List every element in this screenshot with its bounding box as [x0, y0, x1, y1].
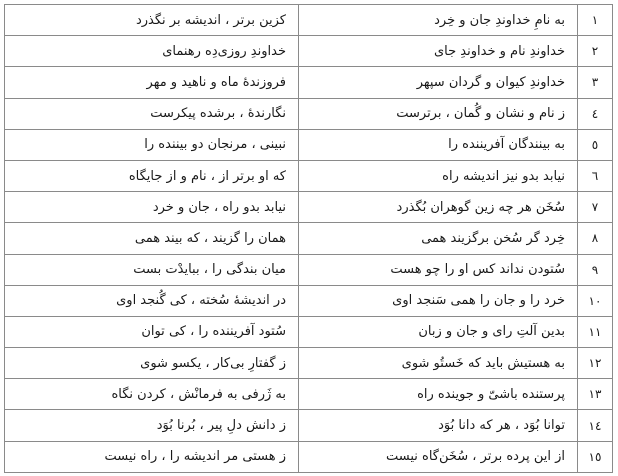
- verse-row: [5, 410, 613, 441]
- first-hemistich: از این پرده برتر ، سُخَن‌گاه نیست: [299, 441, 578, 472]
- first-hemistich: نیابد بدو نیز اندیشه راه: [299, 160, 578, 191]
- second-hemistich: نگارندهٔ ، برشده پیکرست: [5, 98, 299, 129]
- second-hemistich: میان بندگی را ، ببایدْت بست: [5, 254, 299, 285]
- first-hemistich: خِرد گر سُخن برگزیند همی: [299, 223, 578, 254]
- verse-row: [5, 348, 613, 379]
- row-number: ٨: [578, 223, 613, 254]
- first-hemistich: خداوندِ کیوان و گردان سپهر: [299, 67, 578, 98]
- verse-row: [5, 379, 613, 410]
- second-hemistich: فروزندهٔ ماه و ناهید و مهر: [5, 67, 299, 98]
- second-hemistich: کزین برتر ، اندیشه بر نگذرد: [5, 5, 299, 36]
- first-hemistich: توانا بُوَد ، هر که دانا بُوَد: [299, 410, 578, 441]
- row-number: ١: [578, 5, 613, 36]
- row-number: ١٢: [578, 348, 613, 379]
- first-hemistich: ز نام و نشان و گُمان ، برترست: [299, 98, 578, 129]
- verse-row: [5, 129, 613, 160]
- poem-table: [4, 4, 613, 473]
- row-number: ٢: [578, 36, 613, 67]
- row-number: ١٠: [578, 285, 613, 316]
- first-hemistich: به نامِ خداوندِ جان و خِرد: [299, 5, 578, 36]
- second-hemistich: به ژَرفی به فرمانْش ، کردن نگاه: [5, 379, 299, 410]
- verse-row: [5, 316, 613, 347]
- verse-row: [5, 223, 613, 254]
- row-number: ٧: [578, 192, 613, 223]
- row-number: ١١: [578, 316, 613, 347]
- first-hemistich: سُتودن نداند کس او را چو هست: [299, 254, 578, 285]
- second-hemistich: همان را گزیند ، که بیند همی: [5, 223, 299, 254]
- verse-row: [5, 36, 613, 67]
- row-number: ١٣: [578, 379, 613, 410]
- verse-row: [5, 192, 613, 223]
- row-number: ١٥: [578, 441, 613, 472]
- verse-row: [5, 5, 613, 36]
- first-hemistich: به بینندگان آفریننده را: [299, 129, 578, 160]
- first-hemistich: سُخَن هر چه زین گوهران بُگذرد: [299, 192, 578, 223]
- row-number: ٦: [578, 160, 613, 191]
- first-hemistich: خداوندِ نام و خداوندِ جای: [299, 36, 578, 67]
- second-hemistich: سُتود آفریننده را ، کی توان: [5, 316, 299, 347]
- row-number: ٤: [578, 98, 613, 129]
- verse-row: [5, 254, 613, 285]
- second-hemistich: که او برتر از ، نام و از جایگاه: [5, 160, 299, 191]
- second-hemistich: ز دانش دلِ پیر ، بُرنا بُوَد: [5, 410, 299, 441]
- verse-row: [5, 285, 613, 316]
- verse-row: [5, 67, 613, 98]
- second-hemistich: نبینی ، مرنجان دو بیننده را: [5, 129, 299, 160]
- row-number: ٩: [578, 254, 613, 285]
- row-number: ١٤: [578, 410, 613, 441]
- first-hemistich: خرد را و جان را همی سَنجد اوی: [299, 285, 578, 316]
- row-number: ٥: [578, 129, 613, 160]
- verse-row: [5, 98, 613, 129]
- first-hemistich: پرستنده باشیّ و جوینده راه: [299, 379, 578, 410]
- second-hemistich: ز گفتارِ بی‌کار ، یکسو شوی: [5, 348, 299, 379]
- verse-row: [5, 441, 613, 472]
- second-hemistich: خداوندِ روزی‌دِه رهنمای: [5, 36, 299, 67]
- second-hemistich: نیابد بدو راه ، جان و خرد: [5, 192, 299, 223]
- first-hemistich: به هستیش باید که خَستُو شوی: [299, 348, 578, 379]
- second-hemistich: ز هستی مر اندیشه را ، راه نیست: [5, 441, 299, 472]
- row-number: ٣: [578, 67, 613, 98]
- second-hemistich: در اندیشهٔ سُخته ، کی گُنجد اوی: [5, 285, 299, 316]
- first-hemistich: بدین آلتِ رای و جان و زبان: [299, 316, 578, 347]
- verse-row: [5, 160, 613, 191]
